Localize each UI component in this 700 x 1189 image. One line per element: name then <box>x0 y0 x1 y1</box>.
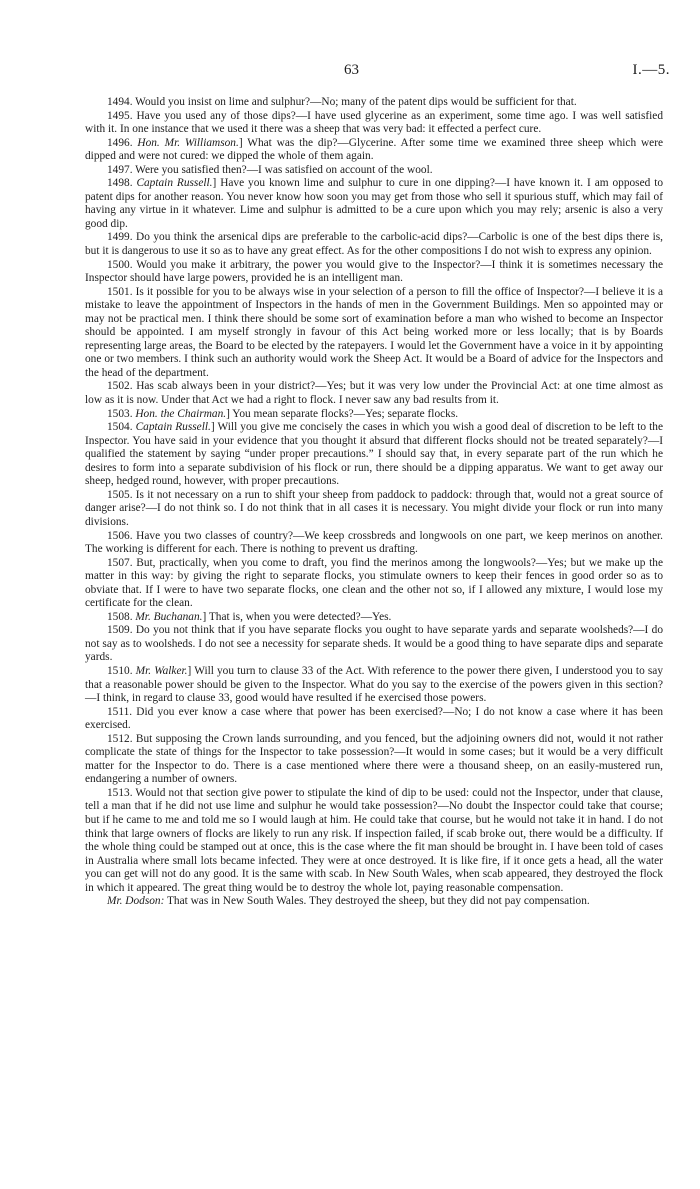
paragraph-1513: 1513. Would not that section give power to stipulate the kind of dip to be used: could not the Inspector, under that clause, tell a man that if he did not use lime and sulphur he would take possession?—No doubt the Inspector could take that course; but if he came to me and told me so I would laugh at him. He could take that course, but he would not take it in hand. I do not think that large owners of flocks are likely to run any risk. If inspection failed, if scab broke out, there would be a difficulty. If the whole thing could be stamped out at once, this is the case where the fit man should be brought in. I have been told of cases in Australia where small lots became infected. They were at once destroyed. It is like fire, if it once gets a head, all the water you can get will not do any good. It is the same with scab. In New South Wales, when scab appeared, they destroyed the flock in which it appeared. The great thing would be to destroy the whole lot, paying reasonable compensation. <box>85 786 663 894</box>
paragraph-dodson: Mr. Dodson: That was in New South Wales. They destroyed the sheep, but they did not pay compensation. <box>107 895 590 908</box>
paragraph-1501: 1501. Is it possible for you to be always wise in your selection of a person to fill the office of Inspector?—I believe it is a mistake to leave the appointment of Inspectors in the hands of men in the Government Buildings. Men so appointed may or may not be practical men. I think there should be some sort of examination before a man who wished to become an Inspector should be appointed. I am myself strongly in favour of this Act being worked more or less locally; that is by Boards representing large areas, the Board to be elected by the ratepayers. I would let the Government have a voice in it by appointing one or two members. I think such an authority would work the Sheep Act. It would be a Board of advice for the Inspectors and the head of the department. <box>85 285 663 379</box>
document-reference: I.—5. <box>632 62 670 78</box>
speaker-name: Captain Russell. <box>136 177 213 190</box>
paragraph-1503: 1503. Hon. the Chairman.] You mean separate flocks?—Yes; separate flocks. <box>107 407 459 420</box>
paragraph-1499: 1499. Do you think the arsenical dips are preferable to the carbolic-acid dips?—Carbolic is one of the best dips there is, but it is dangerous to use it so as to have any great effect. As for the other compositions I do not wish to express any opinion. <box>85 231 663 258</box>
speaker-name: Mr. Dodson: <box>107 895 165 908</box>
speaker-name: Captain Russell. <box>135 421 211 434</box>
speaker-name: Mr. Walker. <box>135 664 188 677</box>
paragraph-1497: 1497. Were you satisfied then?—I was satisfied on account of the wool. <box>107 163 433 176</box>
paragraph-1507: 1507. But, practically, when you come to draft, you find the merinos among the longwools?—Yes; but we make up the matter in this way: by giving the right to separate flocks, you stimulate owners to keep their fences in good order so as to obviate that. If I were to have two separate flocks, one clean and the other not so, if I allowed any mixture, I would lose my certificate for the clean. <box>85 556 663 610</box>
paragraph-1494: 1494. Would you insist on lime and sulphur?—No; many of the patent dips would be sufficient for that. <box>107 96 577 108</box>
paragraph-1498: 1498. Captain Russell.] Have you known lime and sulphur to cure in one dipping?—I have known it. I am opposed to patent dips for another reason. You never know how soon you may get from those who sell it spurious stuff, which may fail of having any virtue in it whatever. Lime and sulphur is admitted to be a cure upon which you may rely; arsenic is also a very good dip. <box>85 177 664 230</box>
paragraph-1511: 1511. Did you ever know a case where that power has been exercised?—No; I do not know a case where it has been exercised. <box>85 705 663 732</box>
page-number: 63 <box>344 62 359 78</box>
paragraph-1512: 1512. But supposing the Crown lands surrounding, and you fenced, but the adjoining owners did not, would it not rather complicate the state of things for the Inspector to take possession?—It would in some cases; but it would be a very difficult matter for the Inspector to do. There is a case mentioned where there were a thousand sheep, on an easily-mustered run, endangering a number of owners. <box>85 732 663 786</box>
paragraph-1500: 1500. Would you make it arbitrary, the power you would give to the Inspector?—I think it is sometimes necessary the Inspector should have large powers, provided he is an intelligent man. <box>85 258 663 285</box>
paragraph-1502: 1502. Has scab always been in your district?—Yes; but it was very low under the Provincial Act: at one time almost as low as it is now. Under that Act we had a right to flock. I never saw any bad results from it. <box>85 380 663 407</box>
speaker-name: Hon. the Chairman. <box>135 407 227 420</box>
paragraph-1508: 1508. Mr. Buchanan.] That is, when you were detected?—Yes. <box>107 610 392 623</box>
paragraph-1510: 1510. Mr. Walker.] Will you turn to clause 33 of the Act. With reference to the power there given, I understood you to say that a reasonable power should be given to the Inspector. What do you say to the exercise of the powers given in this section?—I think, in regard to clause 33, good would have resulted if he exercised those powers. <box>85 664 663 705</box>
paragraph-1505: 1505. Is it not necessary on a run to shift your sheep from paddock to paddock: through that, would not a great source of danger arise?—I do not think so. I do not think that in all cases it is necessary. You might divide your flock or run into many divisions. <box>85 488 663 528</box>
paragraph-1509: 1509. Do you not think that if you have separate flocks you ought to have separate yards and separate woolsheds?—I do not say as to woolsheds. I do not see a necessity for separate sheds. It would be a good thing to have separate dips and separate yards. <box>85 624 663 664</box>
speaker-name: Mr. Buchanan. <box>135 610 203 623</box>
paragraph-1504: 1504. Captain Russell.] Will you give me concisely the cases in which you wish a good deal of discretion to be left to the Inspector. You have said in your evidence that you thought it absurd that different flocks should not be treated separately?—I qualified the statement by saying “under proper precautions.” I should say that, in every separate part of the run which he desires to form into a separate subdivision of his flock or run, there should be a dipping apparatus. We want to get away our sheep, hedged round, however, with proper precautions. <box>85 421 663 488</box>
evidence-text <box>85 96 663 909</box>
page-header <box>0 62 700 82</box>
paragraph-1506: 1506. Have you two classes of country?—We keep crossbreds and longwools on one part, we keep merinos on another. The working is different for each. There is nothing to prevent us drafting. <box>85 529 663 556</box>
paragraph-1495: 1495. Have you used any of those dips?—I have used glycerine as an experiment, some time ago. I was well satisfied with it. In one instance that we used it there was a sheep that was very bad: it effected a perfect cure. <box>85 109 663 136</box>
speaker-name: Hon. Mr. Williamson. <box>137 136 239 149</box>
paragraph-1496: 1496. Hon. Mr. Williamson.] What was the dip?—Glycerine. After some time we examined three sheep which were dipped and were not cured: we dipped the whole of them again. <box>85 136 664 163</box>
